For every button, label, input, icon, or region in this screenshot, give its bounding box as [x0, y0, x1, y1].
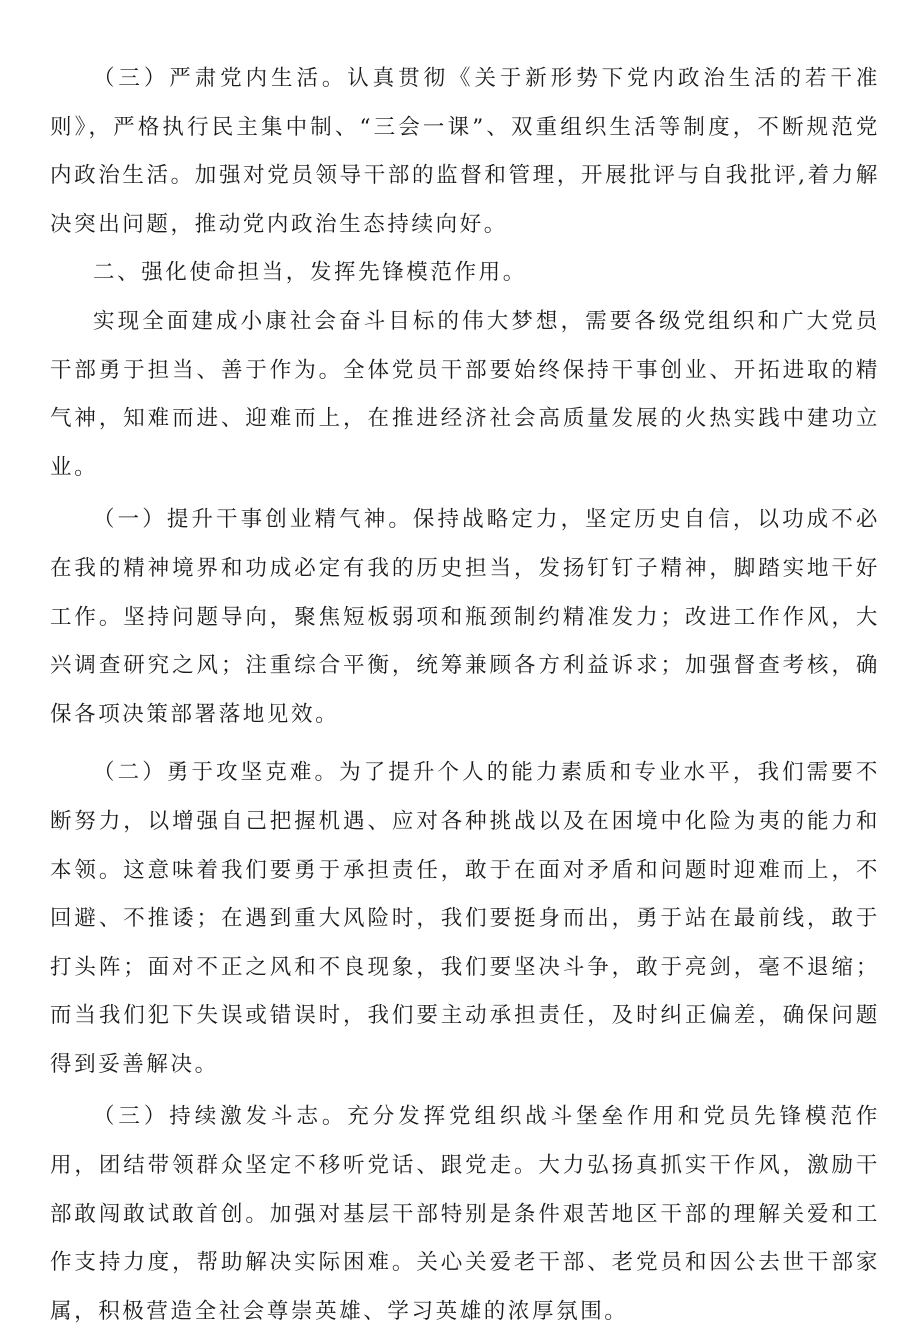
paragraph-inspire-fighting-spirit: （三）持续激发斗志。充分发挥党组织战斗堡垒作用和党员先锋模范作用，团结带领群众坚定不移听党话、跟党走。大力弘扬真抓实干作风，激励干部敢闯敢试敢首创。加强对基层干部特别是条件艰苦地区干部的理解关爱和工作支持力度，帮助解决实际困难。关心关爱老干部、老党员和因公去世干部家属，积极营造全社会尊崇英雄、学习英雄的浓厚氛围。: [50, 1104, 880, 1324]
paragraph-strict-party-life: （三）严肃党内生活。认真贯彻《关于新形势下党内政治生活的若干准则》，严格执行民主集中制、“三会一课”、双重组织生活等制度，不断规范党内政治生活。加强对党员领导干部的监督和管理，开展批评与自我批评,着力解决突出问题，推动党内政治生态持续向好。: [50, 66, 880, 237]
paragraph-mission-intro: 实现全面建成小康社会奋斗目标的伟大梦想，需要各级党组织和广大党员干部勇于担当、善于作为。全体党员干部要始终保持干事创业、开拓进取的精气神，知难而进、迎难而上，在推进经济社会高质量发展的火热实践中建功立业。: [50, 308, 880, 480]
paragraph-overcome-difficulties: （二）勇于攻坚克难。为了提升个人的能力素质和专业水平，我们需要不断努力，以增强自己把握机遇、应对各种挑战以及在困境中化险为夷的能力和本领。这意味着我们要勇于承担责任，敢于在面对矛盾和问题时迎难而上，不回避、不推诿；在遇到重大风险时，我们要挺身而出，勇于站在最前线，敢于打头阵；面对不正之风和不良现象，我们要坚决斗争，敢于亮剑，毫不退缩；而当我们犯下失误或错误时，我们要主动承担责任，及时纠正偏差，确保问题得到妥善解决。: [50, 760, 880, 1077]
section-heading-mission: 二、强化使命担当，发挥先锋模范作用。: [93, 260, 527, 286]
document-page: [50, 55, 880, 1336]
paragraph-gap: [50, 739, 880, 749]
paragraph-entrepreneurial-spirit: （一）提升干事创业精气神。保持战略定力，坚定历史自信，以功成不必在我的精神境界和功成必定有我的历史担当，发扬钉钉子精神，脚踏实地干好工作。坚持问题导向，聚焦短板弱项和瓶颈制约精准发力；改进工作作风，大兴调查研究之风；注重综合平衡，统筹兼顾各方利益诉求；加强督查考核，确保各项决策部署落地见效。: [50, 507, 880, 727]
